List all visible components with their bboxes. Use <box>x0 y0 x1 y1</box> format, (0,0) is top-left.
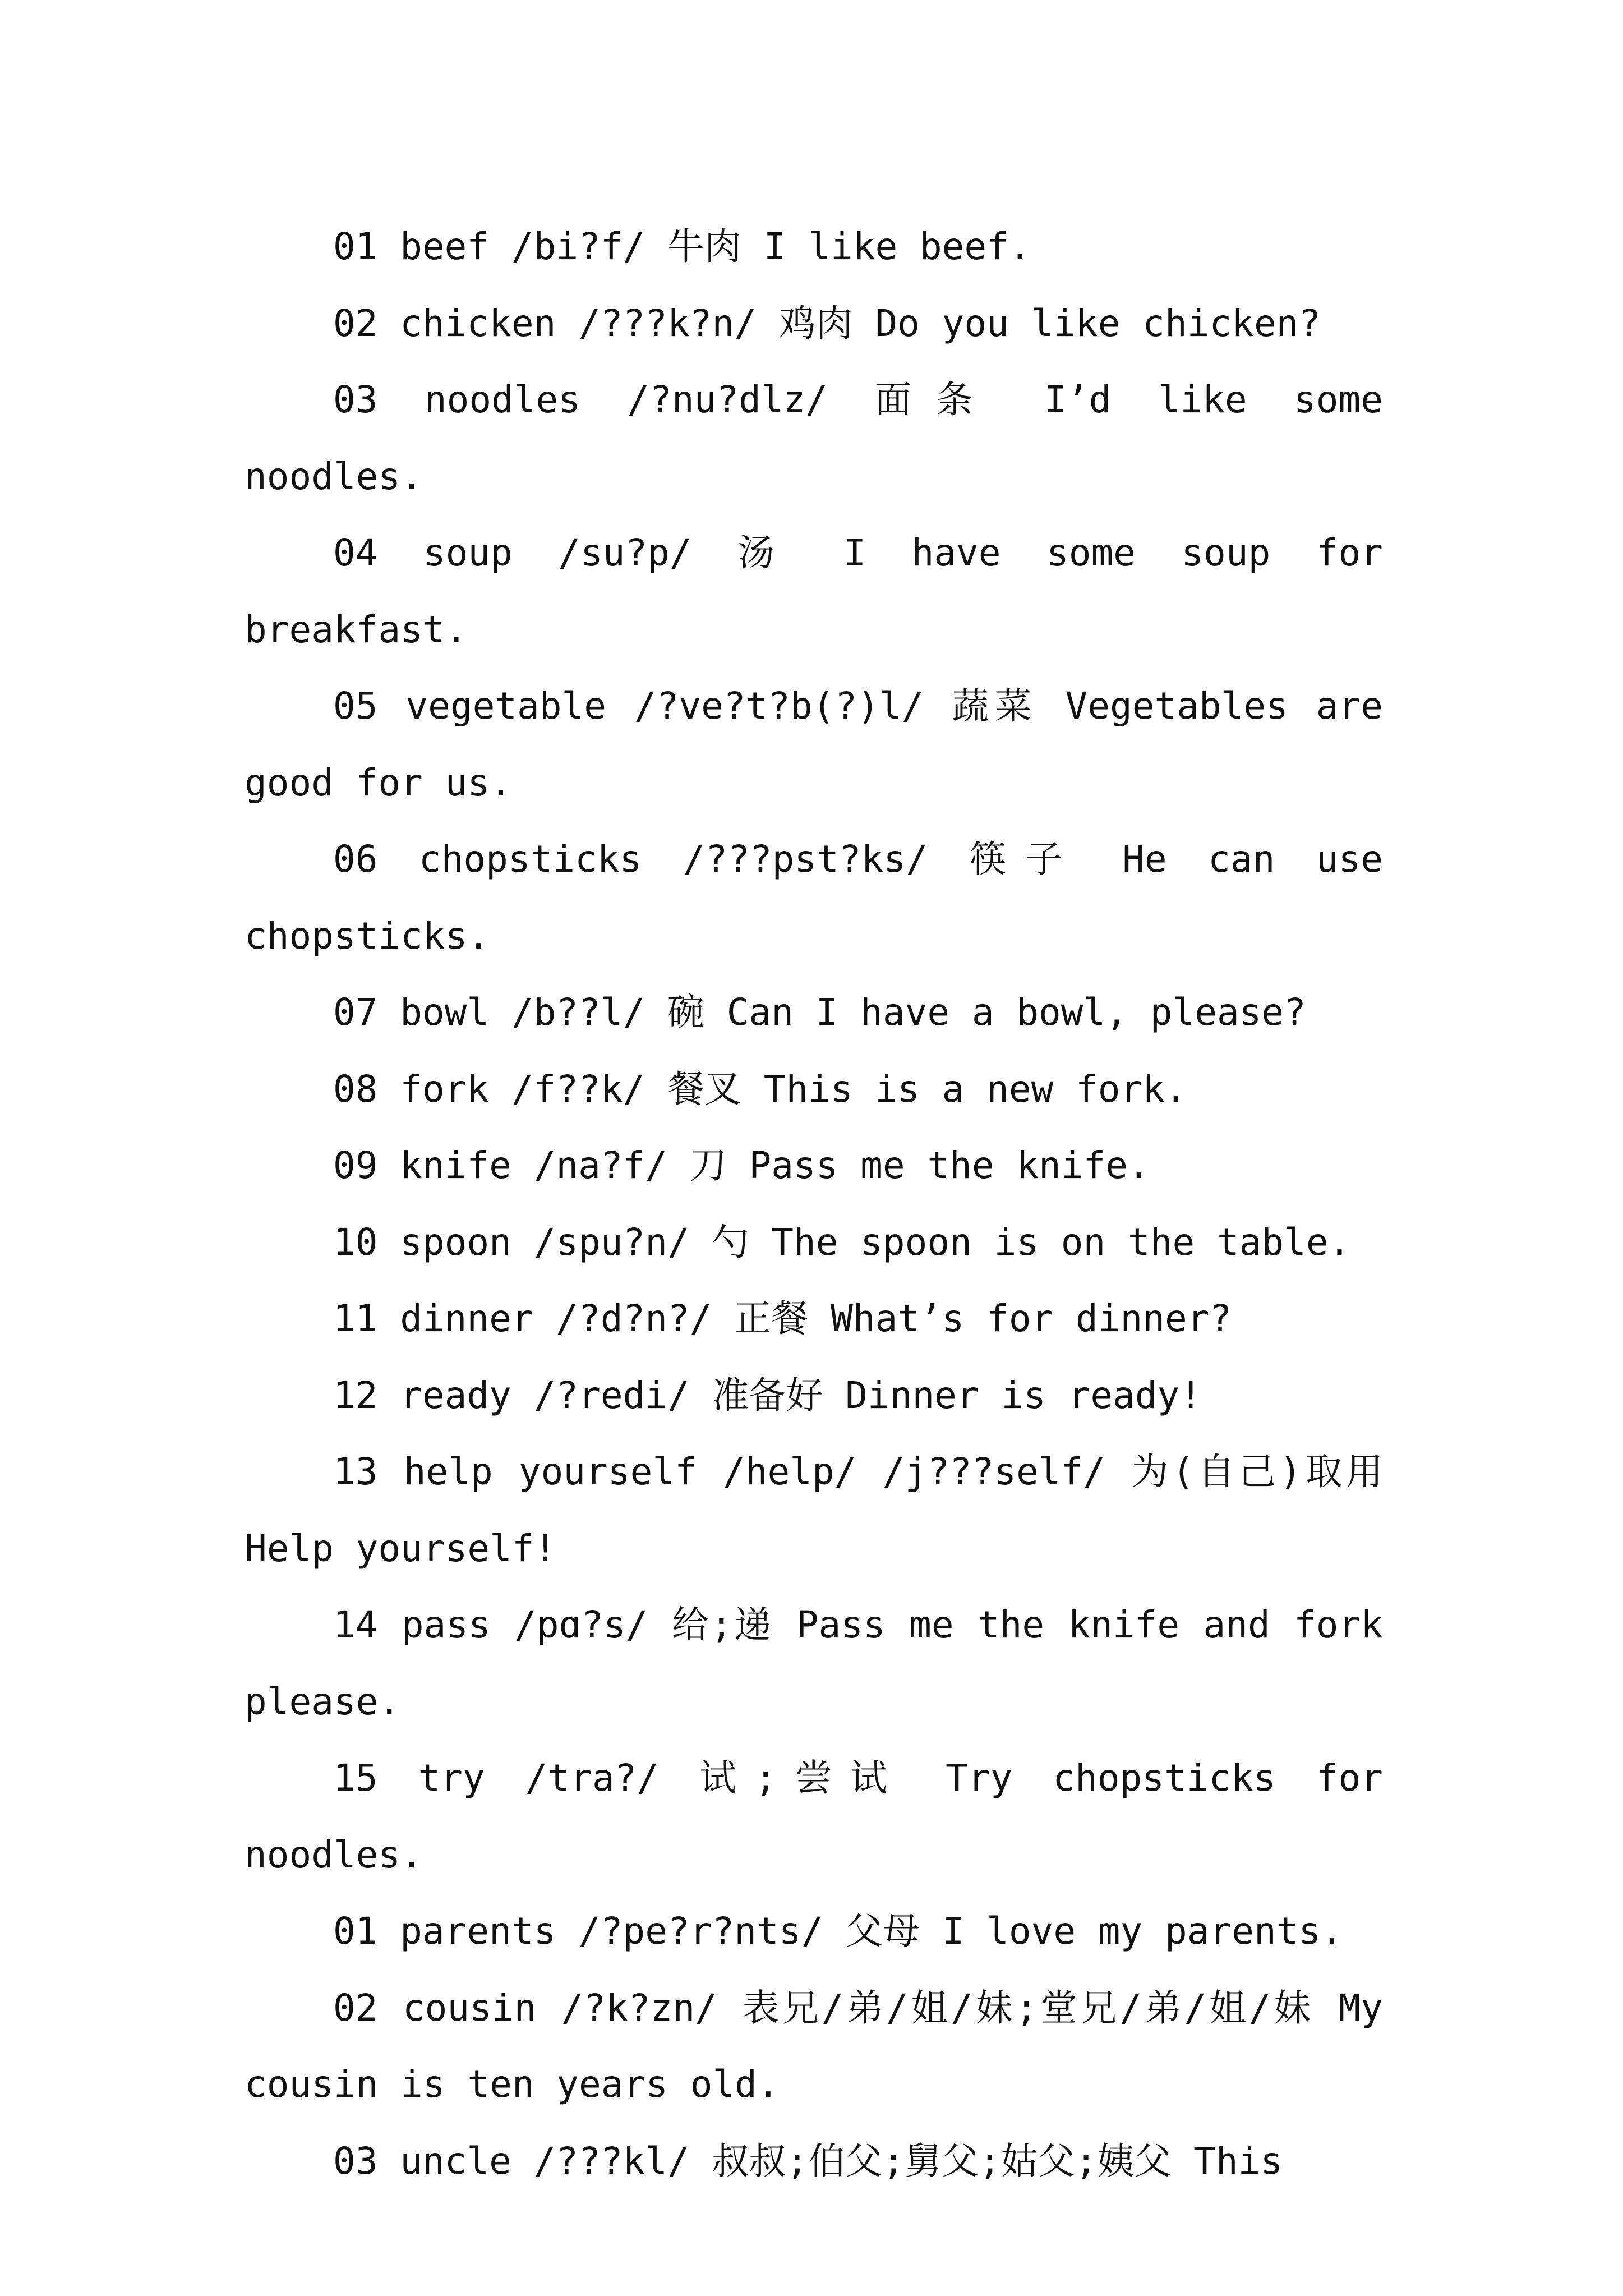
vocab-entry-chicken: 02 chicken /???k?n/ 鸡肉 Do you like chicken? <box>333 301 1321 345</box>
vocab-entry-spoon: 10 spoon /spu?n/ 勺 The spoon is on the table. <box>333 1220 1351 1264</box>
vocab-entry-cousin: 02 cousin /?k?zn/ 表兄/弟/姐/妹;堂兄/弟/姐/妹 My cousin is ten years old. <box>245 1986 1383 2106</box>
vocab-entry-fork: 08 fork /f??k/ 餐叉 This is a new fork. <box>333 1067 1187 1111</box>
vocab-entry-bowl: 07 bowl /b??l/ 碗 Can I have a bowl, please? <box>333 991 1306 1034</box>
vocab-entry-vegetable: 05 vegetable /?ve?t?b(?)l/ 蔬菜 Vegetables are good for us. <box>245 684 1383 804</box>
vocab-entry-uncle: 03 uncle /???kl/ 叔叔;伯父;舅父;姑父;姨父 This <box>333 2139 1283 2183</box>
vocab-entry-try: 15 try /tra?/ 试;尝试 Try chopsticks for noodles. <box>245 1756 1383 1876</box>
vocab-entry-knife: 09 knife /na?f/ 刀 Pass me the knife. <box>333 1144 1150 1187</box>
vocab-entry-beef: 01 beef /bi?f/ 牛肉 I like beef. <box>333 225 1031 268</box>
vocab-entry-pass: 14 pass /pɑ?s/ 给;递 Pass me the knife and fork please. <box>245 1603 1383 1723</box>
vocab-entry-noodles: 03 noodles /?nu?dlz/ 面条 I’d like some noodles. <box>245 378 1383 498</box>
vocab-entry-help-yourself: 13 help yourself /help/ /j???self/ 为(自己)取用 Help yourself! <box>245 1450 1383 1570</box>
vocab-entry-parents: 01 parents /?pe?r?nts/ 父母 I love my parents. <box>333 1910 1343 1953</box>
vocab-entry-soup: 04 soup /su?p/ 汤 I have some soup for breakfast. <box>245 531 1383 651</box>
vocab-entry-chopsticks: 06 chopsticks /???pst?ks/ 筷子 He can use chopsticks. <box>245 838 1383 958</box>
vocab-entry-dinner: 11 dinner /?d?n?/ 正餐 What’s for dinner? <box>333 1297 1232 1340</box>
vocab-entry-ready: 12 ready /?redi/ 准备好 Dinner is ready! <box>333 1373 1202 1417</box>
document-body <box>245 209 1383 2200</box>
